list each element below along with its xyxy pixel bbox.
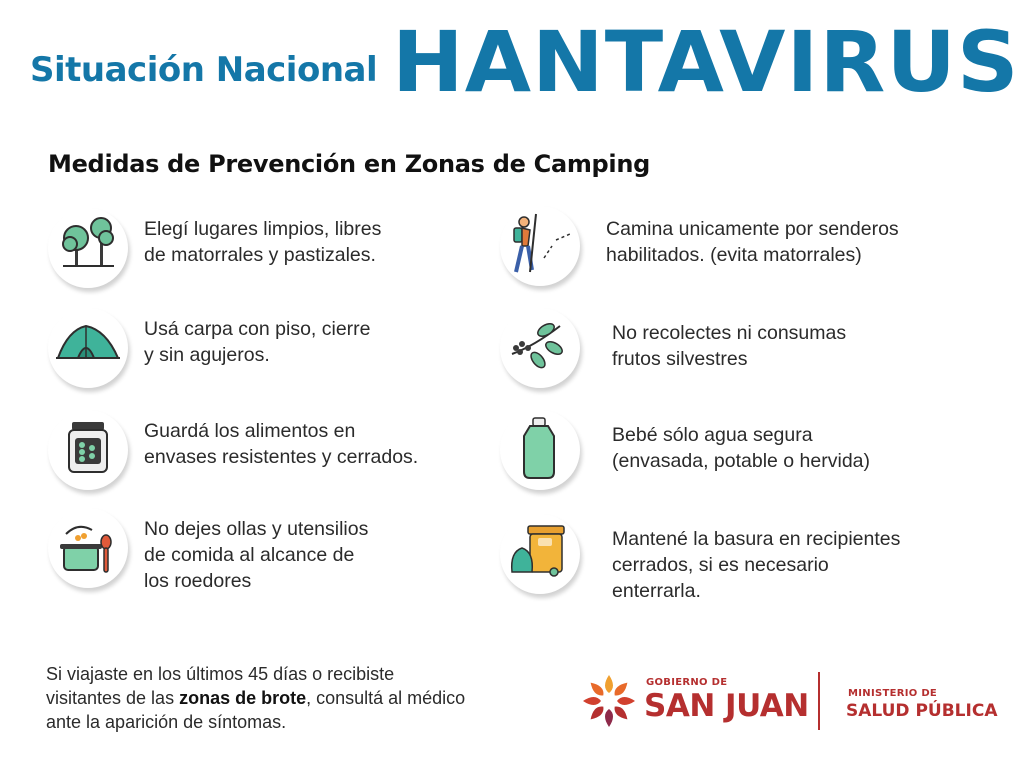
prevention-item-berries xyxy=(500,308,960,388)
prevention-item-cookware xyxy=(48,508,508,604)
header xyxy=(0,0,1024,130)
ministry-label-big: SALUD PÚBLICA xyxy=(846,701,998,721)
footer-note xyxy=(46,662,466,734)
item-text: Guardá los alimentos en envases resistentes y cerrados. xyxy=(144,420,419,468)
tent-icon xyxy=(48,308,128,388)
footer-note-highlight: zonas de brote xyxy=(179,688,307,708)
san-juan-sun-logo-icon xyxy=(580,672,638,730)
item-text: No recolectes ni consumas frutos silvestres xyxy=(612,322,847,370)
hiker-icon xyxy=(500,206,580,286)
logo-divider xyxy=(818,672,820,730)
prevention-item-tent xyxy=(48,308,508,388)
item-text: Elegí lugares limpios, libres de matorrales y pastizales. xyxy=(144,218,382,266)
item-text: Usá carpa con piso, cierre y sin agujeros. xyxy=(144,318,371,366)
header-subtitle: Situación Nacional xyxy=(30,50,378,90)
item-text: Bebé sólo agua segura (envasada, potable o hervida) xyxy=(612,424,871,472)
logo-area xyxy=(580,668,1000,738)
trees-icon xyxy=(48,208,128,288)
prevention-item-trash xyxy=(500,514,960,610)
water-canteen-icon xyxy=(500,410,580,490)
gov-label-small: GOBIERNO DE xyxy=(646,677,728,688)
prevention-item-clean-places xyxy=(48,208,508,288)
food-jar-icon xyxy=(48,410,128,490)
item-text: No dejes ollas y utensilios de comida al alcance de los roedores xyxy=(144,518,369,592)
cooking-pot-icon xyxy=(48,508,128,588)
prevention-item-trails xyxy=(500,206,960,286)
prevention-item-food-storage xyxy=(48,410,508,490)
section-heading: Medidas de Prevención en Zonas de Camping xyxy=(48,150,651,178)
wild-berries-icon xyxy=(500,308,580,388)
ministry-label-small: MINISTERIO DE xyxy=(848,688,938,699)
prevention-item-safe-water xyxy=(500,410,960,490)
trash-bin-icon xyxy=(500,514,580,594)
item-text: Mantené la basura en recipientes cerrados, si es necesario enterrarla. xyxy=(612,528,901,602)
footer-note-text-end: , consultá al médico ante la aparición de síntomas. xyxy=(46,688,466,732)
gov-label-big: SAN JUAN xyxy=(644,688,809,724)
header-title: HANTAVIRUS xyxy=(392,13,1020,111)
footer-note-text: Si viajaste en los últimos 45 días o recibiste visitantes de las xyxy=(46,664,395,708)
item-text: Camina unicamente por senderos habilitados. (evita matorrales) xyxy=(606,218,899,266)
